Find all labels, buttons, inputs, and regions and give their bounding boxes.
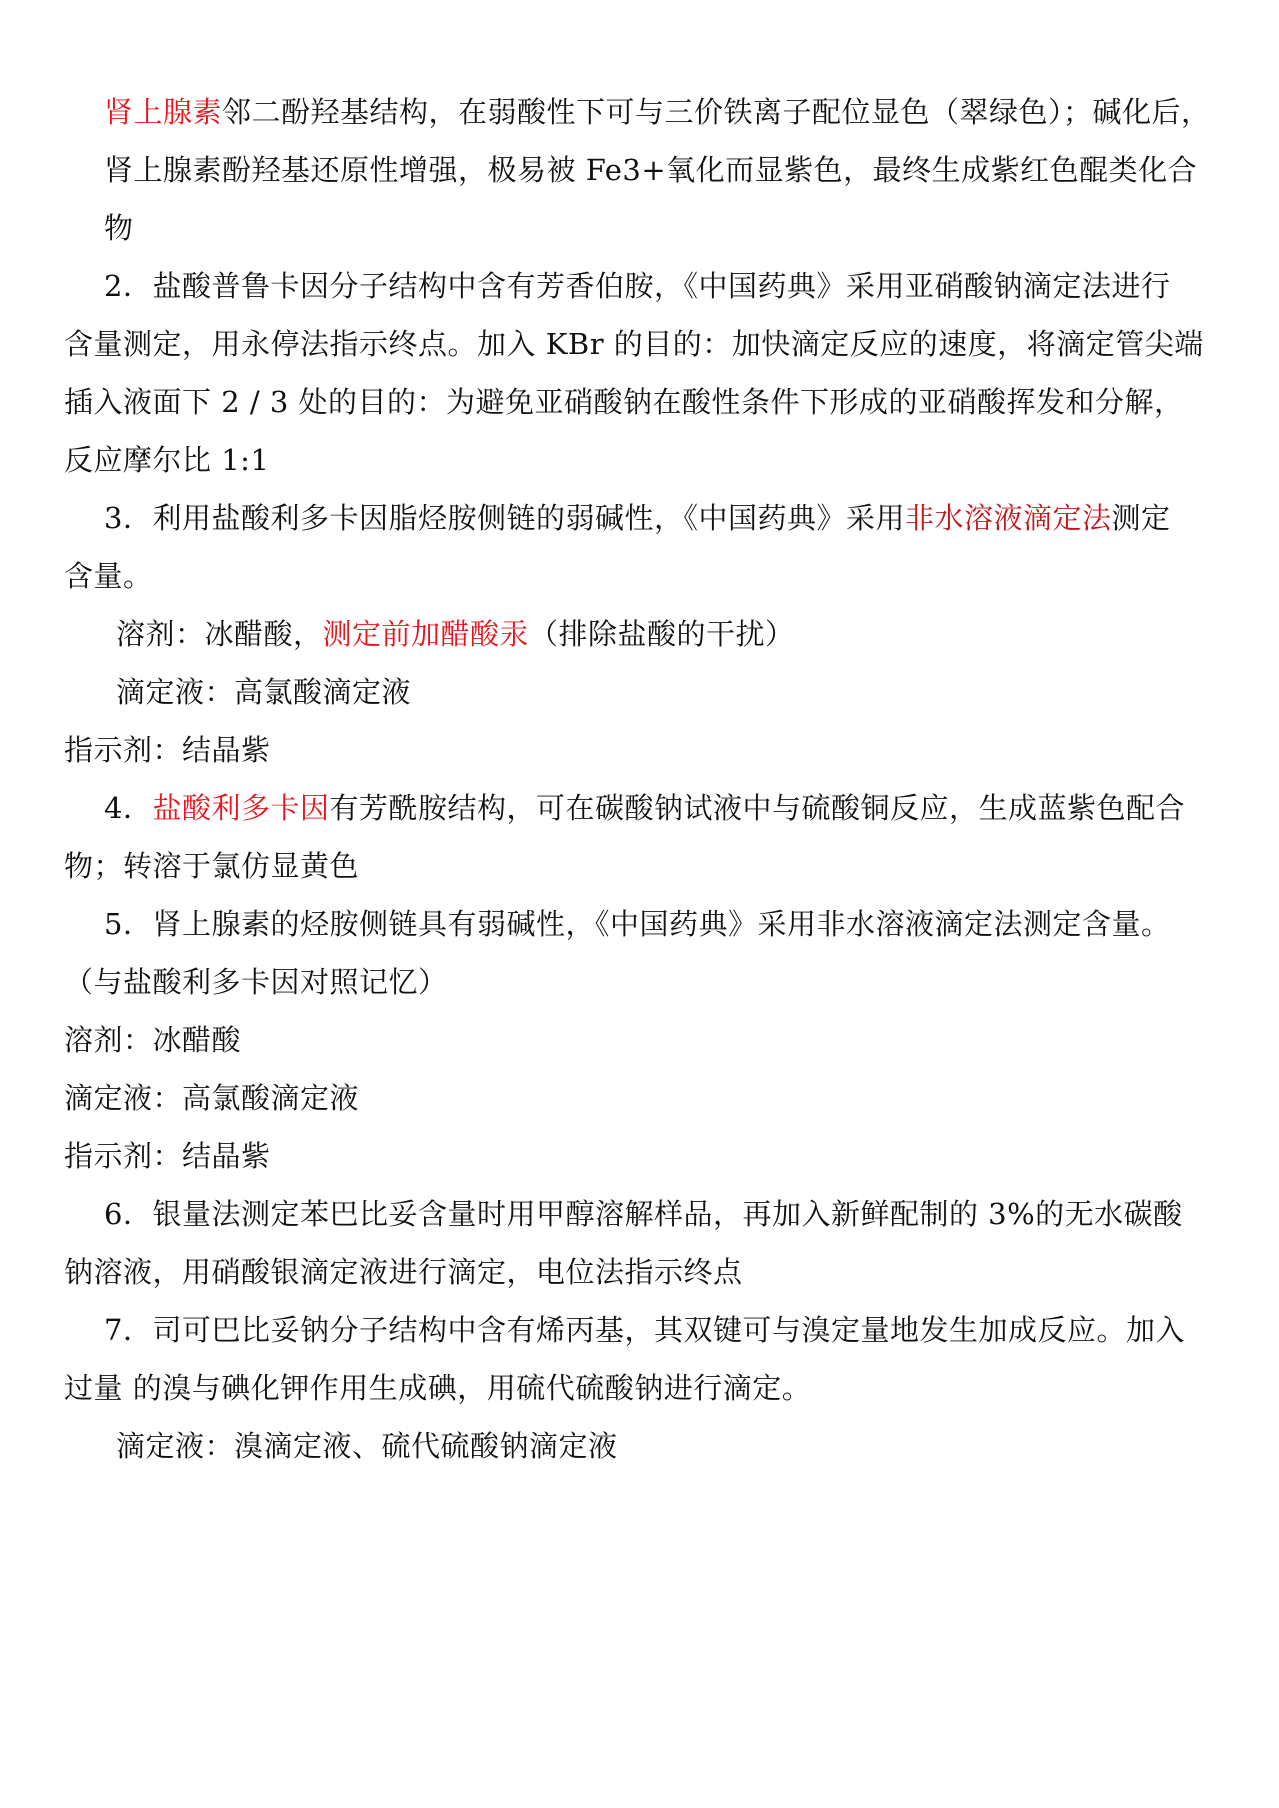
text-line bbox=[116, 672, 1279, 712]
text-line bbox=[104, 208, 1279, 248]
text-span: 邻二酚羟基结构，在弱酸性下可与三价铁离子配位显色（翠绿色）；碱化后， bbox=[222, 95, 1211, 129]
text-line bbox=[104, 788, 1279, 828]
text-span: 2．盐酸普鲁卡因分子结构中含有芳香伯胺，《中国药典》采用亚硝酸钠滴定法进行 bbox=[104, 269, 1171, 303]
text-span: 有芳酰胺结构，可在碳酸钠试液中与硫酸铜反应，生成蓝紫色配合 bbox=[329, 791, 1185, 825]
text-span: 6．银量法测定苯巴比妥含量时用甲醇溶解样品，再加入新鲜配制的 3%的无水碳酸 bbox=[104, 1197, 1183, 1231]
text-span: 7．司可巴比妥钠分子结构中含有烯丙基，其双键可与溴定量地发生加成反应。加入 bbox=[104, 1313, 1185, 1347]
text-line bbox=[104, 150, 1279, 190]
text-line bbox=[64, 1136, 1279, 1176]
text-span: 指示剂：结晶紫 bbox=[64, 733, 271, 767]
text-span: 非水溶液滴定法 bbox=[904, 501, 1112, 535]
text-line bbox=[116, 1426, 1279, 1466]
text-line bbox=[64, 1078, 1279, 1118]
text-span: 钠溶液，用硝酸银滴定液进行滴定，电位法指示终点 bbox=[64, 1255, 743, 1289]
text-span: 过量 的溴与碘化钾作用生成碘，用硫代硫酸钠进行滴定。 bbox=[64, 1371, 812, 1405]
text-line bbox=[104, 266, 1279, 306]
text-span: 滴定液：高氯酸滴定液 bbox=[116, 675, 412, 709]
text-span: 溶剂：冰醋酸 bbox=[64, 1023, 242, 1057]
text-span: 3．利用盐酸利多卡因脂烃胺侧链的弱碱性，《中国药典》采用 bbox=[104, 501, 905, 535]
text-line bbox=[104, 498, 1279, 538]
text-line bbox=[64, 1252, 1279, 1292]
text-span: 反应摩尔比 1:1 bbox=[64, 443, 270, 477]
text-span: 物 bbox=[104, 211, 134, 245]
text-span: 含量测定，用永停法指示终点。加入 KBr 的目的：加快滴定反应的速度，将滴定管尖端 bbox=[64, 327, 1204, 361]
text-span: 肾上腺素酚羟基还原性增强，极易被 Fe3+氧化而显紫色，最终生成紫红色醌类化合 bbox=[104, 153, 1198, 187]
text-line bbox=[64, 382, 1279, 422]
text-span: 滴定液：高氯酸滴定液 bbox=[64, 1081, 360, 1115]
text-line bbox=[64, 1368, 1279, 1408]
text-span: 测定 bbox=[1111, 501, 1171, 535]
text-span: 滴定液：溴滴定液、硫代硫酸钠滴定液 bbox=[116, 1429, 618, 1463]
text-span: 5．肾上腺素的烃胺侧链具有弱碱性，《中国药典》采用非水溶液滴定法测定含量。 bbox=[104, 907, 1171, 941]
text-line bbox=[64, 440, 1279, 480]
text-span: 测定前加醋酸汞 bbox=[322, 617, 530, 651]
text-span: 溶剂：冰醋酸， bbox=[116, 617, 323, 651]
text-line bbox=[104, 1310, 1279, 1350]
text-line bbox=[64, 730, 1279, 770]
text-span: 物；转溶于氯仿显黄色 bbox=[64, 849, 360, 883]
text-span: 肾上腺素 bbox=[104, 95, 223, 129]
text-line bbox=[104, 1194, 1279, 1234]
text-span: 指示剂：结晶紫 bbox=[64, 1139, 271, 1173]
text-line bbox=[64, 324, 1279, 364]
text-line bbox=[64, 962, 1279, 1002]
text-span: 盐酸利多卡因 bbox=[152, 791, 330, 825]
text-line bbox=[116, 614, 1279, 654]
text-span: 含量。 bbox=[64, 559, 153, 593]
text-line bbox=[104, 92, 1279, 132]
text-line bbox=[104, 904, 1279, 944]
text-span: 4． bbox=[104, 791, 153, 825]
text-line bbox=[64, 556, 1279, 596]
text-line bbox=[64, 1020, 1279, 1060]
text-span: （与盐酸利多卡因对照记忆） bbox=[64, 965, 448, 999]
text-span: 插入液面下 2 / 3 处的目的：为避免亚硝酸钠在酸性条件下形成的亚硝酸挥发和分解， bbox=[64, 385, 1184, 419]
text-span: （排除盐酸的干扰） bbox=[529, 617, 795, 651]
text-line bbox=[64, 846, 1279, 886]
